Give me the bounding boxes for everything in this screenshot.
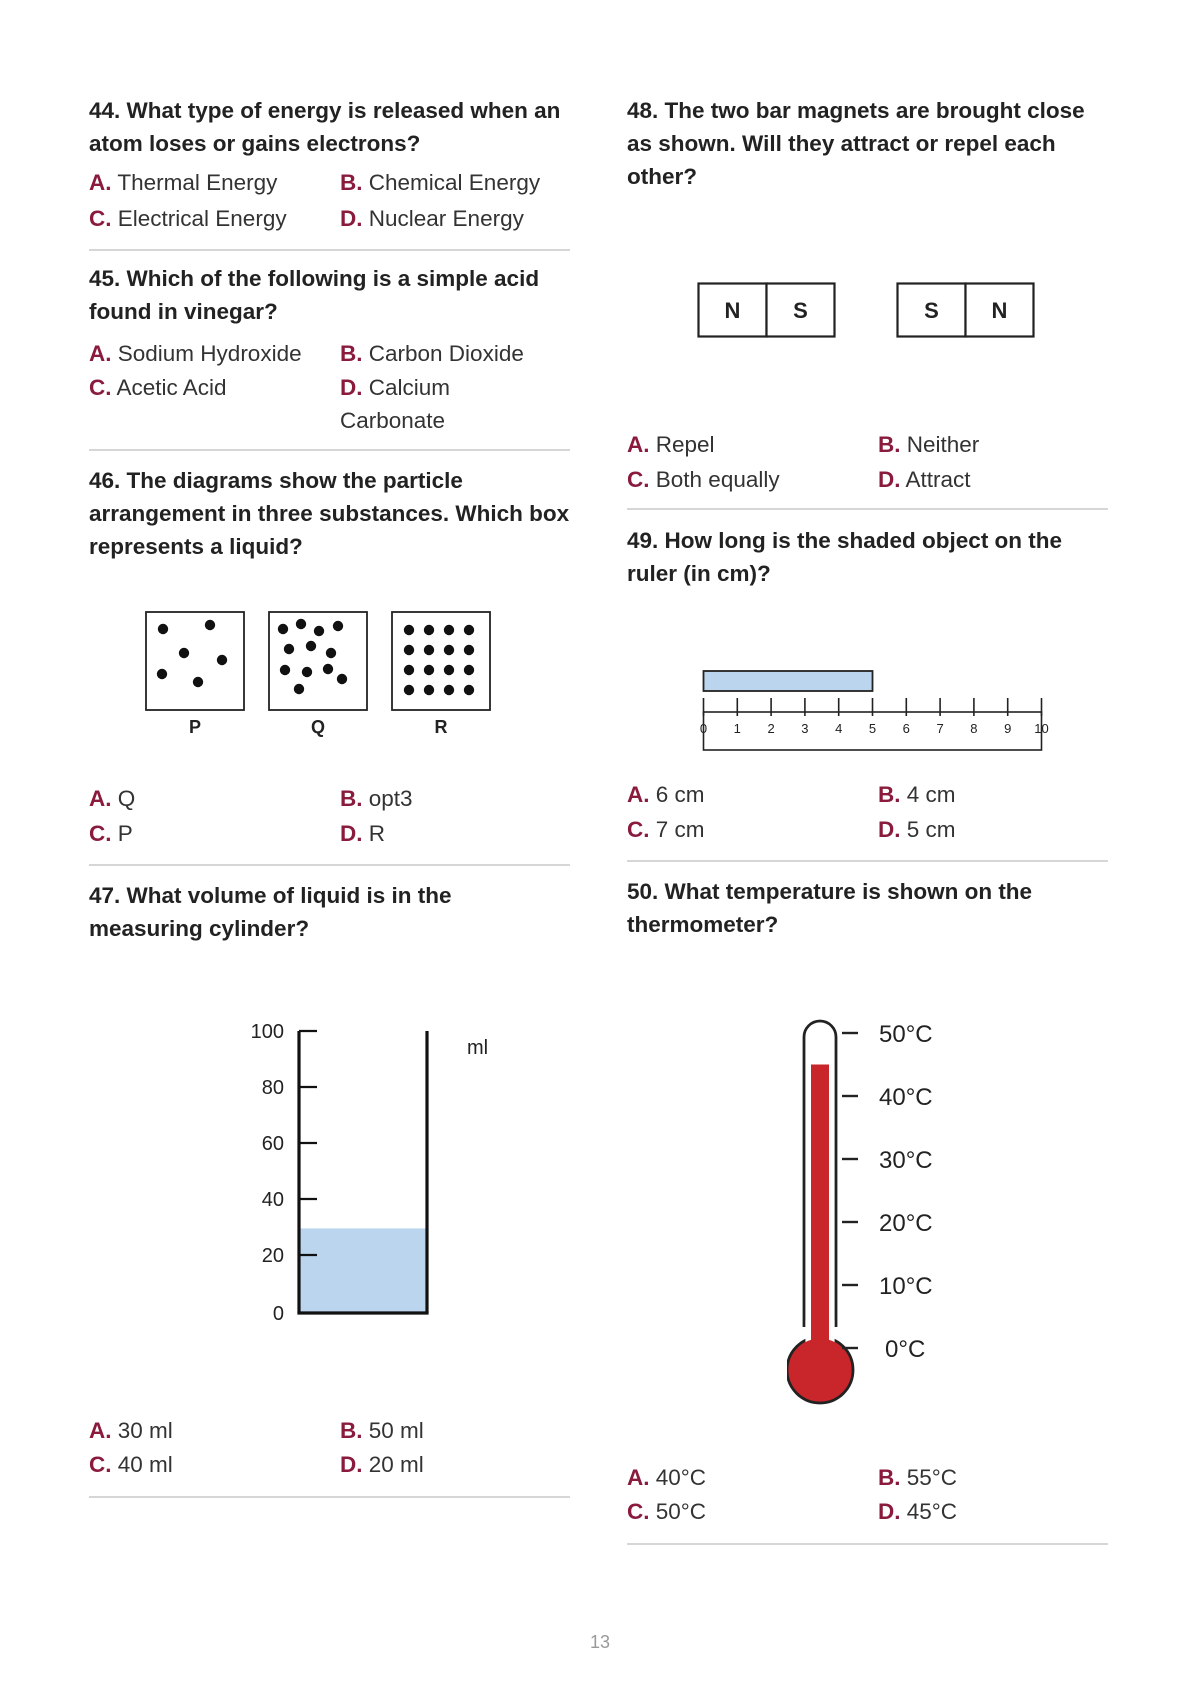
shaded-object — [704, 671, 873, 691]
thermometer-column — [811, 1065, 829, 1356]
particle — [157, 669, 167, 679]
particle — [464, 685, 474, 695]
option-a[interactable]: A. 40°C — [627, 1465, 707, 1490]
particle — [205, 620, 215, 630]
magnet-left — [699, 284, 835, 337]
option-c[interactable]: C. 7 cm — [627, 817, 705, 842]
option-a[interactable]: A. 6 cm — [627, 782, 705, 807]
particle — [424, 645, 434, 655]
label-100: 100 — [250, 1021, 284, 1043]
question-50 — [627, 875, 1108, 941]
unit-label: ml — [467, 1037, 489, 1059]
pole-label: S — [793, 298, 808, 323]
label-10: 10°C — [879, 1273, 933, 1300]
label-80: 80 — [261, 1077, 284, 1099]
particle — [464, 665, 474, 675]
option-c[interactable]: C. Acetic Acid — [89, 375, 227, 400]
question-48 — [627, 94, 1108, 193]
option-c[interactable]: C. Both equally — [627, 467, 780, 492]
option-b[interactable]: B. Carbon Dioxide — [340, 341, 524, 366]
pole-label: N — [991, 298, 1008, 323]
option-c[interactable]: C. 40 ml — [89, 1452, 173, 1477]
option-d[interactable]: D. Nuclear Energy — [340, 206, 524, 231]
particle-diagram — [144, 608, 504, 743]
label-40: 40 — [261, 1189, 284, 1211]
particle — [444, 685, 454, 695]
label-50: 50°C — [879, 1021, 933, 1048]
divider — [89, 449, 570, 451]
option-c[interactable]: C. 50°C — [627, 1499, 707, 1524]
box-label-r: R — [434, 717, 448, 737]
question-stem: 49. How long is the shaded object on the ruler (in cm)? — [627, 528, 1063, 586]
cylinder-liquid — [299, 1228, 427, 1313]
particle — [444, 665, 454, 675]
divider — [627, 860, 1108, 862]
page-number: 13 — [589, 1632, 611, 1652]
ruler-label: 2 — [767, 721, 775, 736]
option-d[interactable]: D. Calcium Carbonate — [340, 375, 451, 433]
option-b[interactable]: B. opt3 — [340, 786, 413, 811]
question-stem: 47. What volume of liquid is in the measuring cylinder? — [89, 883, 452, 941]
label-20: 20°C — [879, 1210, 933, 1237]
thermometer-scale-labels — [879, 1021, 933, 1363]
particle — [294, 684, 304, 694]
option-b[interactable]: B. 55°C — [878, 1465, 958, 1490]
particle — [306, 641, 316, 651]
thermometer — [787, 1010, 1027, 1410]
label-0: 0 — [272, 1303, 284, 1325]
measuring-cylinder — [239, 1010, 499, 1335]
question-stem: 46. The diagrams show the particle arrangement in three substances. Which box represents a liquid? — [89, 468, 570, 559]
particle — [280, 665, 290, 675]
particle — [296, 619, 306, 629]
ruler-label: 6 — [902, 721, 910, 736]
particle — [323, 664, 333, 674]
particle — [444, 625, 454, 635]
ruler-label: 3 — [801, 721, 809, 736]
option-b[interactable]: B. 50 ml — [340, 1418, 424, 1443]
ruler-label: 4 — [835, 721, 843, 736]
particle — [404, 625, 414, 635]
particle — [333, 621, 343, 631]
question-stem: 44. What type of energy is released when an atom loses or gains electrons? — [89, 98, 561, 156]
label-40: 40°C — [879, 1084, 933, 1111]
question-47 — [89, 879, 570, 945]
particle — [326, 648, 336, 658]
particle — [404, 685, 414, 695]
ruler-label: 8 — [970, 721, 978, 736]
option-d[interactable]: D. 5 cm — [878, 817, 956, 842]
ruler-label: 5 — [868, 721, 877, 736]
particle — [302, 667, 312, 677]
particle — [278, 624, 288, 634]
option-a[interactable]: A. Thermal Energy — [89, 170, 278, 195]
particle — [444, 645, 454, 655]
label-30: 30°C — [879, 1147, 933, 1174]
box-label-q: Q — [310, 717, 326, 737]
divider — [627, 508, 1108, 510]
ruler-label: 10 — [1034, 721, 1049, 736]
particle — [464, 625, 474, 635]
cylinder-ticks — [299, 1031, 317, 1255]
option-c[interactable]: C. Electrical Energy — [89, 206, 287, 231]
question-stem: 45. Which of the following is a simple acid found in vinegar? — [89, 266, 540, 324]
particle — [217, 655, 227, 665]
label-20: 20 — [261, 1245, 284, 1267]
question-stem: 48. The two bar magnets are brought close as shown. Will they attract or repel each other? — [627, 98, 1085, 189]
question-stem: 50. What temperature is shown on the thermometer? — [627, 879, 1033, 937]
option-b[interactable]: B. 4 cm — [878, 782, 956, 807]
particle — [179, 648, 189, 658]
particle — [314, 626, 324, 636]
option-a[interactable]: A. Repel — [627, 432, 715, 457]
option-a[interactable]: A. 30 ml — [89, 1418, 173, 1443]
option-d[interactable]: D. R — [340, 821, 386, 846]
thermometer-ticks — [842, 1033, 858, 1348]
cylinder-scale-labels — [251, 1021, 284, 1325]
ruler-label: 1 — [733, 721, 741, 736]
ruler-label: 7 — [936, 721, 944, 736]
particle — [464, 645, 474, 655]
label-60: 60 — [261, 1133, 284, 1155]
particle — [158, 624, 168, 634]
pole-label: S — [924, 298, 939, 323]
pole-label: N — [724, 298, 741, 323]
particle — [424, 625, 434, 635]
question-49 — [627, 524, 1108, 590]
ruler-label: 0 — [700, 721, 708, 736]
particle — [424, 685, 434, 695]
ruler-diagram — [700, 666, 1055, 756]
magnet-right — [898, 284, 1034, 337]
divider — [89, 864, 570, 866]
particle — [404, 665, 414, 675]
divider — [89, 249, 570, 251]
particle — [337, 674, 347, 684]
option-d[interactable]: D. 20 ml — [340, 1452, 424, 1477]
option-d[interactable]: D. 45°C — [878, 1499, 958, 1524]
option-c[interactable]: C. P — [89, 821, 133, 846]
divider — [89, 1496, 570, 1498]
box-label-p: P — [188, 717, 202, 737]
bar-magnets — [697, 282, 1047, 342]
question-44 — [89, 94, 570, 231]
option-b[interactable]: B. Neither — [878, 432, 980, 457]
particle — [284, 644, 294, 654]
option-a[interactable]: A. Q — [89, 786, 136, 811]
ruler-label: 9 — [1004, 721, 1012, 736]
particle — [193, 677, 203, 687]
question-46 — [89, 464, 570, 563]
option-a[interactable]: A. Sodium Hydroxide — [89, 341, 302, 366]
option-d[interactable]: D. Attract — [878, 467, 971, 492]
divider — [627, 1543, 1108, 1545]
particle — [404, 645, 414, 655]
label-0: 0°C — [885, 1336, 926, 1363]
question-45 — [89, 262, 570, 433]
particle — [424, 665, 434, 675]
option-b[interactable]: B. Chemical Energy — [340, 170, 541, 195]
